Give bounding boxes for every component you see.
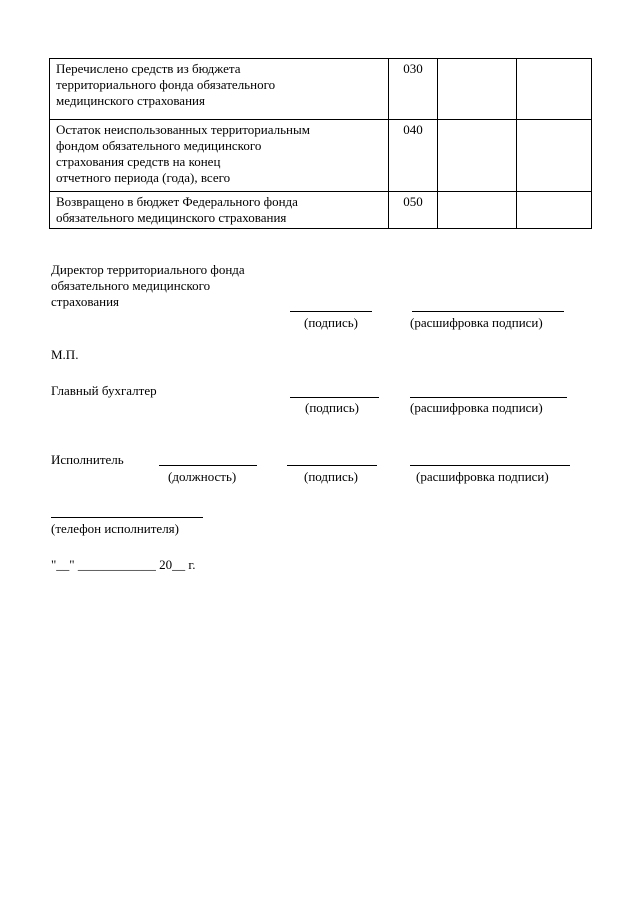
value-cell[interactable] (438, 59, 517, 120)
director-decoding-caption: (расшифровка подписи) (410, 315, 543, 330)
row-code: 030 (389, 59, 438, 120)
value-cell[interactable] (517, 59, 592, 120)
executor-signature-caption: (подпись) (304, 469, 358, 484)
executor-position-caption: (должность) (168, 469, 237, 484)
accountant-decoding-caption: (расшифровка подписи) (410, 400, 543, 415)
value-cell[interactable] (517, 192, 592, 229)
value-cell[interactable] (438, 192, 517, 229)
executor-decoding-line[interactable] (410, 465, 570, 466)
executor-decoding-caption: (расшифровка подписи) (416, 469, 549, 484)
row-code: 050 (389, 192, 438, 229)
executor-signature-line[interactable] (287, 465, 377, 466)
accountant-signature-caption: (подпись) (305, 400, 359, 415)
report-table (49, 58, 592, 229)
row-description: Возвращено в бюджет Федерального фонда обязательного медицинского страхования (50, 192, 389, 229)
accountant-decoding-line[interactable] (410, 397, 567, 398)
table-row (50, 59, 592, 120)
stamp-label: М.П. (51, 347, 79, 362)
table-row (50, 192, 592, 229)
value-cell[interactable] (517, 120, 592, 192)
phone-line[interactable] (51, 517, 203, 518)
phone-caption: (телефон исполнителя) (51, 521, 179, 536)
chief-accountant-title: Главный бухгалтер (51, 383, 157, 398)
row-description: Перечислено средств из бюджета территориального фонда обязательного медицинского страхования (50, 59, 389, 120)
row-description: Остаток неиспользованных территориальным фондом обязательного медицинского страхования средств на конец отчетного периода (года), всего (50, 120, 389, 192)
value-cell[interactable] (438, 120, 517, 192)
executor-title: Исполнитель (51, 452, 124, 467)
accountant-signature-line[interactable] (290, 397, 379, 398)
director-signature-line[interactable] (290, 311, 372, 312)
table-row (50, 120, 592, 192)
director-signature-caption: (подпись) (304, 315, 358, 330)
row-code: 040 (389, 120, 438, 192)
date-line[interactable]: "__" ____________ 20__ г. (51, 557, 196, 572)
director-title: Директор территориального фонда обязательного медицинского страхования (51, 262, 245, 309)
director-decoding-line[interactable] (412, 311, 564, 312)
executor-position-line[interactable] (159, 465, 257, 466)
